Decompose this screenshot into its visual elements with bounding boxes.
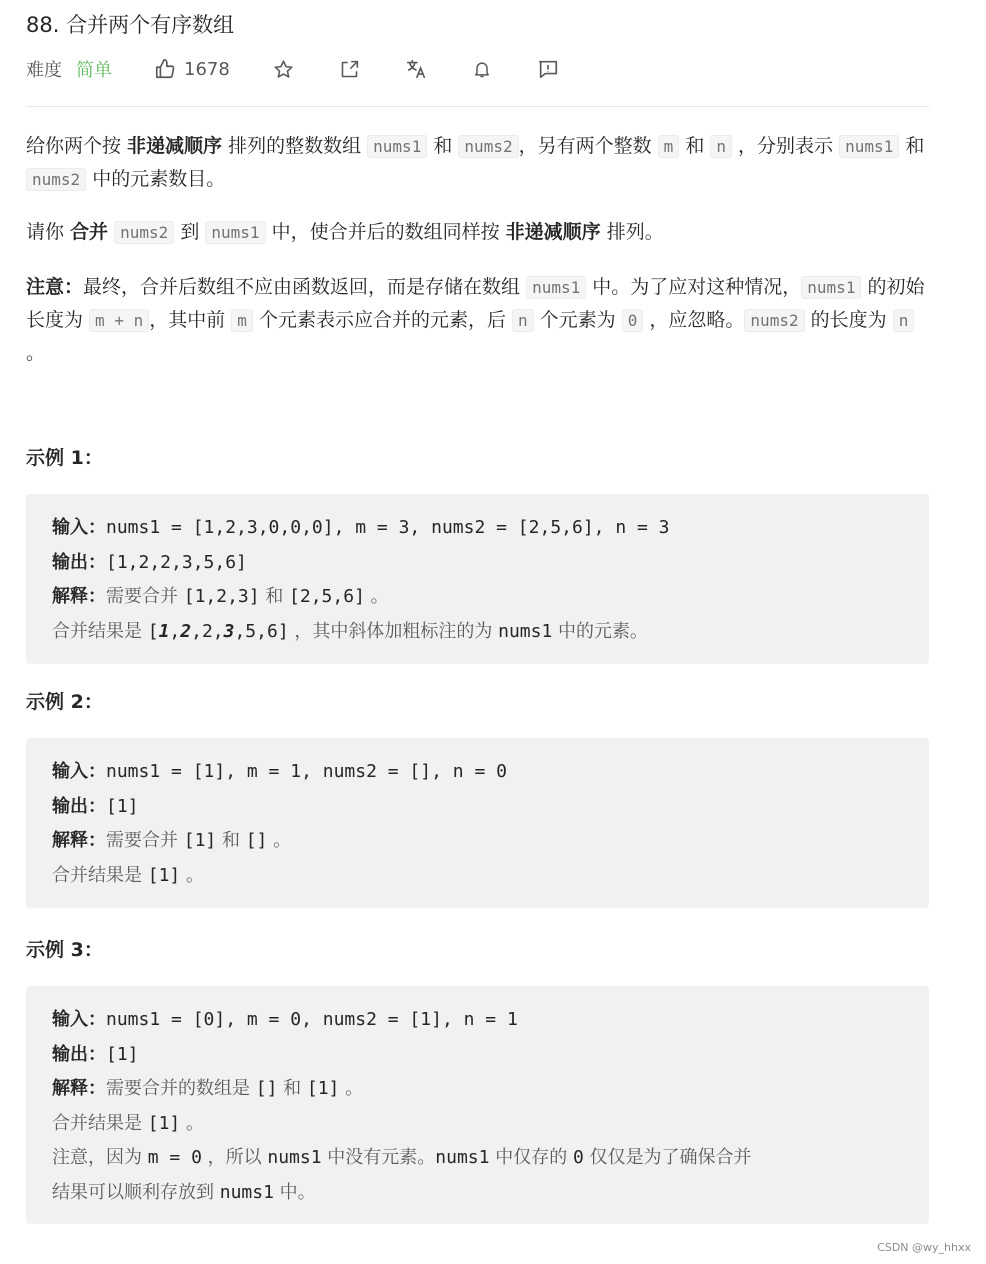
example-result-line <box>52 615 903 650</box>
inline-code: nums1 <box>205 221 265 244</box>
text: 的初始长度为 <box>26 276 925 331</box>
divider <box>26 106 929 107</box>
example-output-line <box>52 546 903 581</box>
code-text: [1] <box>306 1078 340 1099</box>
inline-code: nums1 <box>839 135 899 158</box>
inline-code: nums1 <box>526 276 586 299</box>
bold-italic-number: 1 <box>158 620 170 642</box>
description-paragraph-1 <box>26 130 929 196</box>
input-value: nums1 = [0], m = 0, nums2 = [1], n = 1 <box>106 1009 518 1030</box>
example-2-title: 示例 2： <box>26 691 103 713</box>
code-text: nums1 <box>219 1181 274 1203</box>
text: 结果可以顺利存放到 <box>52 1181 220 1203</box>
code-text: [1] <box>147 864 181 886</box>
text: 排列。 <box>600 221 664 243</box>
inline-code: 0 <box>622 309 644 332</box>
text: 。 <box>267 830 292 851</box>
example-input-line <box>52 511 903 546</box>
text: ，所以 <box>201 1147 268 1168</box>
thumb-up-icon <box>154 58 176 80</box>
code-text: 0 <box>572 1147 584 1168</box>
watermark: CSDN @wy_hhxx <box>877 1241 971 1254</box>
example-1-title: 示例 1： <box>26 447 103 469</box>
input-label: 输入： <box>52 761 106 782</box>
difficulty-value: 简单 <box>76 60 112 81</box>
example-result-line <box>52 1107 903 1142</box>
input-value: nums1 = [1,2,3,0,0,0], m = 3, nums2 = [2,5,6], n = 3 <box>106 517 670 538</box>
example-explain-line <box>52 580 903 615</box>
text: 和 <box>427 135 459 157</box>
text: 给你两个按 <box>26 135 128 157</box>
description-paragraph-3 <box>26 271 929 370</box>
text: 。 <box>180 1112 204 1134</box>
output-value: [1,2,2,3,5,6] <box>106 551 247 573</box>
text: ，分别表示 <box>732 135 840 157</box>
input-label: 输入： <box>52 1009 106 1030</box>
output-label: 输出： <box>52 1043 106 1065</box>
input-value: nums1 = [1], m = 1, nums2 = [], n = 0 <box>106 761 507 782</box>
text: 合并结果是 <box>52 620 148 642</box>
like-button[interactable] <box>154 58 230 80</box>
description-paragraph-2 <box>26 216 929 249</box>
text: 和 <box>899 135 925 157</box>
output-label: 输出： <box>52 795 106 817</box>
inline-code: nums2 <box>114 221 174 244</box>
text: ，其中前 <box>149 309 232 331</box>
code-text: ,5,6] <box>234 620 289 642</box>
text: 需要合并 <box>106 830 184 851</box>
star-icon[interactable] <box>272 57 296 81</box>
text: 合并结果是 <box>52 1112 148 1134</box>
text: 中仅存的 <box>489 1147 573 1168</box>
explain-label: 解释： <box>52 586 106 607</box>
text: ，另有两个整数 <box>518 135 658 157</box>
code-text: nums1 <box>435 1147 490 1168</box>
output-label: 输出： <box>52 551 106 573</box>
output-value: [1] <box>106 1043 139 1065</box>
text: 合并结果是 <box>52 864 148 886</box>
code-text <box>148 621 289 642</box>
text: 请你 <box>26 221 71 243</box>
text: 仅仅是为了确保合并 <box>583 1147 752 1168</box>
code-text: ,2, <box>191 620 224 642</box>
inline-code: m + n <box>89 309 149 332</box>
example-note-line <box>52 1141 903 1176</box>
text: 和 <box>216 830 246 851</box>
feedback-icon[interactable] <box>536 57 560 81</box>
text: 需要合并 <box>106 586 184 607</box>
inline-code: n <box>710 135 732 158</box>
inline-code: n <box>893 309 915 332</box>
text: 到 <box>174 221 206 243</box>
example-3-title: 示例 3： <box>26 939 103 961</box>
text: 。 <box>339 1078 364 1099</box>
code-text: [ <box>147 620 159 642</box>
example-3-box <box>26 986 929 1224</box>
text: 排列的整数数组 <box>222 135 368 157</box>
code-text: [] <box>255 1078 278 1099</box>
text: 中没有元素。 <box>321 1147 436 1168</box>
code-text: [1] <box>183 830 217 851</box>
text: ，其中斜体加粗标注的为 <box>288 620 499 642</box>
bold-text: 非递减顺序 <box>505 221 601 243</box>
bold-italic-number: 2 <box>180 620 192 642</box>
text: 和 <box>679 135 711 157</box>
text: 中，使合并后的数组同样按 <box>265 221 506 243</box>
like-count: 1678 <box>184 58 230 80</box>
inline-code: m <box>231 309 253 332</box>
text: 。 <box>180 864 204 886</box>
code-text: , <box>169 620 181 642</box>
example-output-line <box>52 1038 903 1073</box>
inline-code: nums2 <box>26 168 86 191</box>
text: 。 <box>364 586 389 607</box>
input-label: 输入： <box>52 517 106 538</box>
code-text: m = 0 <box>147 1147 202 1168</box>
text: ，应忽略。 <box>643 309 745 331</box>
problem-meta-bar <box>26 52 560 86</box>
example-1-box <box>26 494 929 664</box>
bold-text: 非递减顺序 <box>127 135 223 157</box>
code-text: [1,2,3] <box>183 586 260 607</box>
example-input-line <box>52 755 903 790</box>
text: 中的元素数目。 <box>86 168 226 190</box>
text: 个元素为 <box>533 309 622 331</box>
explain-label: 解释： <box>52 1078 106 1099</box>
code-text: [1] <box>147 1112 181 1134</box>
code-text: [2,5,6] <box>289 586 365 607</box>
difficulty-label: 难度 <box>26 60 62 81</box>
text: 中。为了应对这种情况， <box>586 276 802 298</box>
text: 。 <box>26 342 46 364</box>
problem-title: 88. 合并两个有序数组 <box>26 13 235 37</box>
text: 和 <box>259 586 290 607</box>
text: 中。 <box>273 1181 316 1203</box>
share-icon[interactable] <box>338 57 362 81</box>
translate-icon[interactable] <box>404 57 428 81</box>
text: 最终，合并后数组不应由函数返回，而是存储在数组 <box>83 276 527 298</box>
example-2-box <box>26 738 929 908</box>
inline-code: n <box>512 309 534 332</box>
example-output-line <box>52 790 903 825</box>
example-explain-line <box>52 1072 903 1107</box>
example-explain-line <box>52 824 903 859</box>
example-result-line <box>52 859 903 894</box>
inline-code: nums2 <box>458 135 518 158</box>
bold-text: 注意： <box>26 276 84 298</box>
inline-code: nums2 <box>744 309 804 332</box>
explain-label: 解释： <box>52 830 106 851</box>
inline-code: nums1 <box>367 135 427 158</box>
text: 的长度为 <box>804 309 893 331</box>
example-note-line-2 <box>52 1176 903 1211</box>
inline-code: m <box>658 135 680 158</box>
code-text: nums1 <box>498 620 553 642</box>
text: 中的元素。 <box>552 620 649 642</box>
inline-code: nums1 <box>801 276 861 299</box>
text: 和 <box>277 1078 307 1099</box>
bell-icon[interactable] <box>470 57 494 81</box>
output-value: [1] <box>106 795 139 817</box>
text: 注意，因为 <box>52 1147 148 1168</box>
bold-italic-number: 3 <box>223 620 235 642</box>
text: 需要合并的数组是 <box>106 1078 256 1099</box>
text: 个元素表示应合并的元素，后 <box>252 309 512 331</box>
code-text: [] <box>245 830 268 851</box>
example-input-line <box>52 1003 903 1038</box>
bold-text: 合并 <box>70 221 109 243</box>
code-text: nums1 <box>267 1147 322 1168</box>
